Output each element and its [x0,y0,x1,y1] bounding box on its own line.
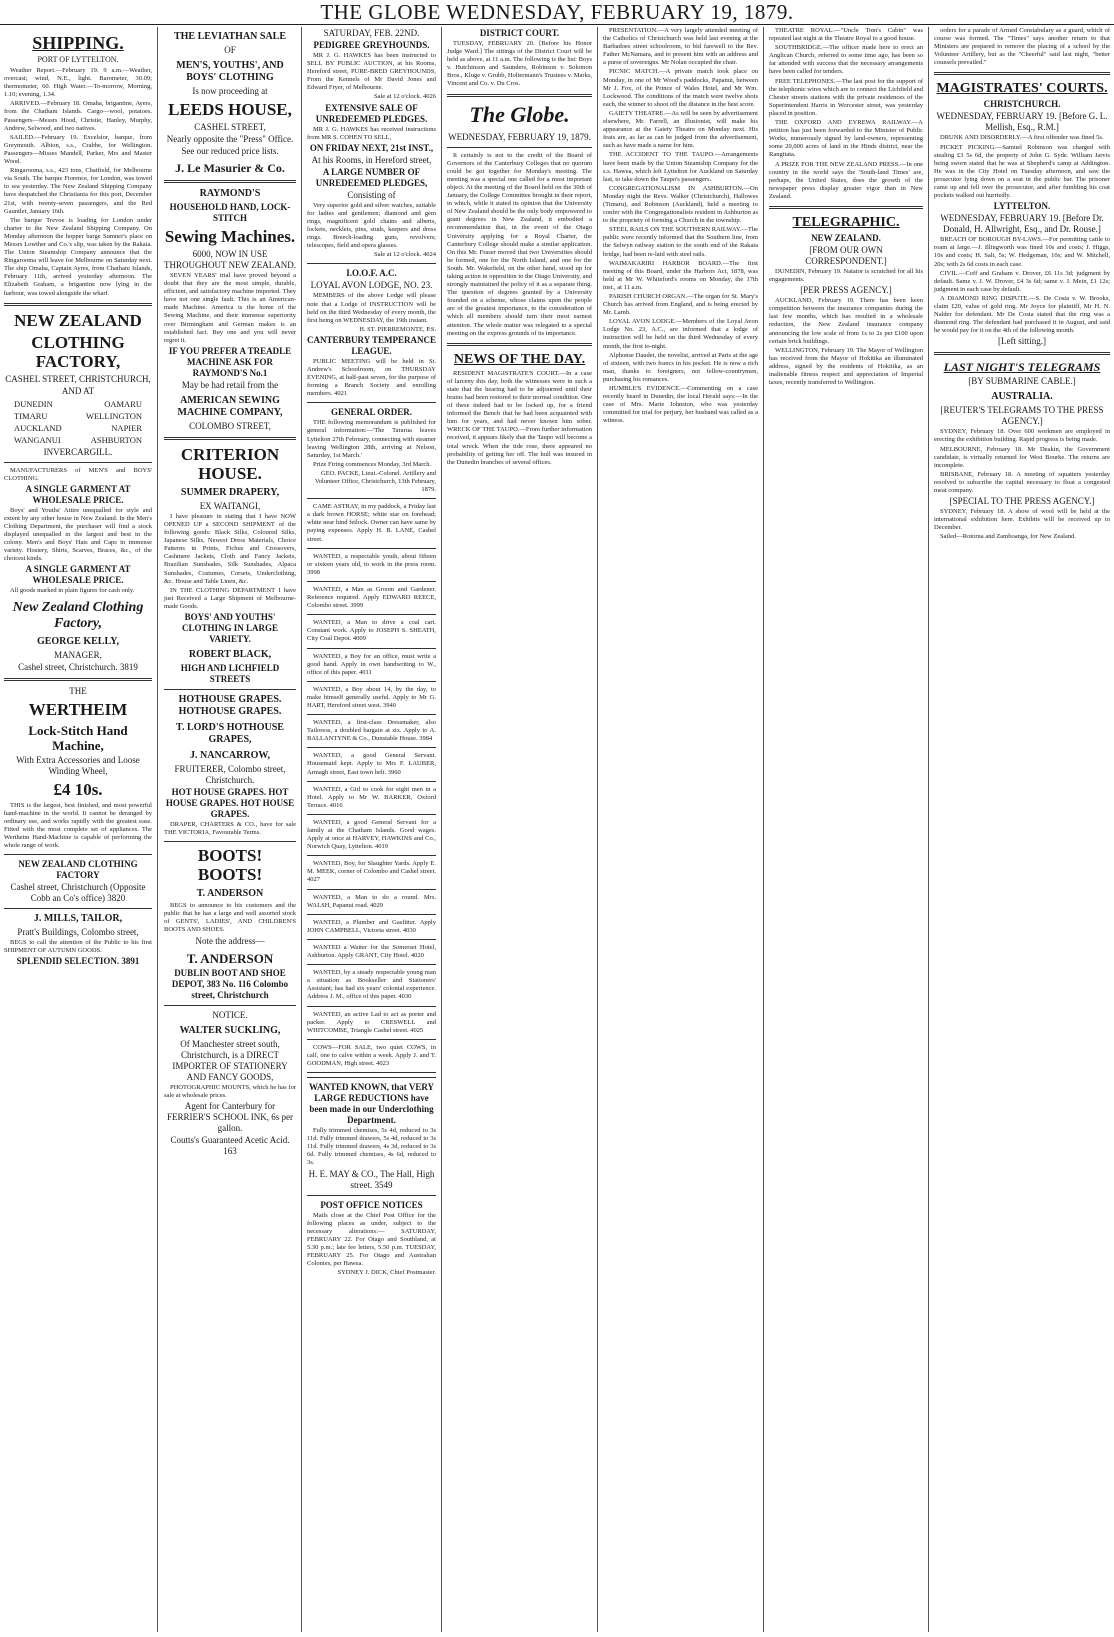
divider [307,1006,436,1007]
congregational-text: CONGREGATIONALISM IN ASHBURTON.—On Monday night the Revs. Walker (Christchurch), Hallowes (Timaru), and Robinson (Auckland), held a meeting to confer with the Congregationalists resident in Ashburton as to the propriety of forming a Church in the township. [603,184,758,225]
cashel-street: CASHEL STREET, [194,122,266,132]
divider [447,94,592,97]
divider [307,681,436,682]
criterion-house: CRITERION HOUSE. [180,444,280,483]
nz-heading: NEW ZEALAND. [811,232,881,243]
sydney-text: SYDNEY, February 18. Over 600 workmen are employed in erecting the exhibition building. Rapid progress is being made. [934,428,1110,444]
divider [4,462,152,463]
wellington-text: WELLINGTON, February 19. The Mayor of Wellington has received from the Mayor of Hokitika an illuminated address, signed by the residents of Hokitika, as an inalienable fitness respect and appreciation of Imperial taxes, recently transferred to Wellington. [769,346,923,387]
divider [164,841,296,842]
town: OAMARU [104,398,142,409]
leviathan-heading: THE LEVIATHAN SALE [173,31,287,42]
district-text: TUESDAY, FEBRUARY 20. [Before his Honor Judge Ward.] The sittings of the District Court will be held as above, at 11 a.m. The following is the list: Boys v. Hutchinson and Saunders, Robinson v. Solomon Bros., Kluge v. Grubb, Holtermann's Trustees v. Marks, Vincent and Co. v. Du Cros. [447,40,592,88]
avon-text: MEMBERS of the above Lodge will please note that a Lodge of INSTRUCTION will be held on the third Wednesday of every month, the first being on WEDNESDAY, the 19th instant. [307,292,436,324]
extensive-sale: EXTENSIVE SALE OF UNREDEEMED PLEDGES. [315,102,428,124]
lyttelton-heading: LYTTELTON. [993,201,1051,212]
column-5 [599,27,762,1632]
town-row [4,434,152,446]
town: AUCKLAND [14,422,62,433]
treadle-note: IF YOU PREFER A TREADLE MACHINE ASK FOR RAYMOND'S No.1 [168,345,292,378]
column-6 [765,27,927,1632]
melbourne-text: MELBOURNE, February 18. Mr Deakin, the Government candidate, is virtually returned for West Bourke. The returns are incomplete. [934,445,1110,469]
iof-heading: I.O.O.F. A.C. [346,268,397,279]
order-text: THE following memorandum is published for general information:—'The Tararua leaves Lyttelton 27th February, connecting with steamer leaving Wellington 28th, arriving at Nelson, Saturday, 1st March.' [307,419,436,459]
wanted-ad: WANTED, a Man to drive a coal cart. Constant work. Apply to JOSEPH S. SHEATH, City Coal Depot. 4009 [307,619,436,643]
sewing-machines: Sewing Machines. [164,227,296,246]
wertheim-price: £4 10s. [53,779,103,799]
divider [164,180,296,183]
invercargill: INVERCARGILL. [43,446,113,457]
divider [164,689,296,690]
town: WANGANUI [14,434,61,445]
last-night-heading: LAST NIGHT'S TELEGRAMS [943,360,1101,375]
nzcf-address: Cashel street, Christchurch (Opposite Cobb an Co's office) 3820 [10,882,146,904]
lyttelton-date: WEDNESDAY, FEBRUARY 19. [Before Dr. Donald, H. Allwright, Esq., and Dr. Rouse.] [940,213,1104,235]
arrived-text: ARRIVED.—February 18. Omaha, brigantine, Ayers, from the Chatham Islands. Cargo—wool, potatoes. Passengers—Messrs Hood, Christie, Hanley, Murphy, Andrew, Selwood, and two natives. [4,100,152,132]
nz-clothing-heading: NEW ZEALAND [14,310,142,330]
column-rule [157,27,158,1632]
nz-press-text: A PRIZE FOR THE NEW ZEALAND PRESS.—In one country in the world says the 'South-land Times' are, perhaps, the United States, does the growth of the newspaper press display greater vigor than in New Zealand. [769,160,923,200]
drapery-text: I have pleasure in stating that I have NOW OPENED UP a SECOND SHIPMENT of the following goods: Black Silks, Coloured Silks, Japanese Silks, Newest Dress Materials, Choice Patterns in Prints, Fichus and Crossovers, Cashmere Jackets, Cloth and Fancy Jackets, Brazilian Sunshades, Silk Sunshades, Alpaca Sunshades, Costumes, Corsets, Underclothing, &c. House and Table Linen, &c. [164,512,296,585]
manufacturers-text: MANUFACTURERS of MEN'S and BOYS' CLOTHING. [4,466,152,482]
wanted-ad: WANTED, by a steady respectable young man a situation as Bookseller and Stationers' Assistant; has had six years' colonial experience. Address J. M., office of this paper. 4030 [307,969,436,1001]
american-company: AMERICAN SEWING MACHINE COMPANY, [177,394,283,418]
suckling-name: WALTER SUCKLING, [179,1024,281,1036]
waimakariri-text: WAIMAKARIRI HARBOR BOARD.—The first meeting of this Board, under the Harbors Act, 1878, was held at Mr W. Whiteford's rooms on Monday, the 17th inst., at 11 a.m. [603,259,758,291]
sewing-text: SEVEN YEARS' trial have proved beyond a doubt that they are the most simple, durable, efficient, and satisfactory machine imported. They have not one single fault. This is an American-made Machine. America is the home of the Sewing Machine, and their immense superiority over Birmingham and German makes is an established fact. Buy one and you will never regret it. [164,272,296,344]
kelly-name: GEORGE KELLY, [36,635,120,647]
column-rule [928,27,929,1632]
raymonds-heading: RAYMOND'S [199,188,261,199]
anderson-name: T. ANDERSON [196,888,264,900]
wanted-ad: WANTED a Waiter for the Somerset Hotel, Ashburton. Apply GRANT, City Hotel. 4020 [307,943,436,960]
the-label: THE [69,685,87,696]
reductions-heading: WANTED KNOWN, that VERY LARGE REDUCTIONS have been made in our Underclothing Department. [308,1082,435,1126]
divider [307,1039,436,1040]
picnic-text: PICNIC MATCH.—A private match took place on Monday, in one of Mr Wood's paddocks, Papanui, between Mr J. Fox, of the Prince of Wales Hotel, and Mr Wm. Lockwood. The conditions of the match were twelve shots each, the winner to shoot off the distance in the best score. [603,68,758,108]
hot-house-grapes: HOT HOUSE GRAPES. HOT HOUSE GRAPES. HOT HOUSE GRAPES. [165,786,295,819]
packe-signature: GEO. PACKE, Lieut.-Colonel. Artillery and Volunteer Office, Christchurch, 13th February, 1879. [314,469,436,494]
temperance-heading: CANTERBURY TEMPERANCE LEAGUE. [307,334,436,356]
dublin-depot: DUBLIN BOOT AND SHOE DEPOT, 383 No. 116 Colombo street, Christchurch [171,967,289,1000]
column-rule [301,27,302,1632]
brisbane-text: BRISBANE, February 18. A meeting of squatters yesterday resolved to subscribe the capital necessary to float a congested meat company. [934,470,1110,494]
divider [307,402,436,403]
theatre-royal-text: THEATRE ROYAL.—"Uncle Tom's Cabin" was repeated last night at the Theatre Royal to a good house. [769,27,923,43]
reduced-price: See our reduced price lists. [181,146,279,156]
pedigree-heading: PEDIGREE GREYHOUNDS. [313,40,430,50]
column-4 [443,27,596,1632]
divider [307,714,436,715]
wanted-ad: WANTED, Boy, for Slaughter Yards. Apply E. M. MEEK, corner of Colombo and Cashel street. 4027 [307,860,436,884]
divider [307,1072,436,1073]
mills-address: Pratt's Buildings, Colombo street, [17,927,139,938]
divider [307,581,436,582]
divider [307,814,436,815]
dunedin-text: DUNEDIN, February 19. Natator is scratched for all his engagements. [769,267,923,284]
nz-clothing-factory: New Zealand Clothing Factory, [12,599,144,631]
wanted-list [307,553,436,1073]
wertheim-heading: WERTHEIM [28,699,128,719]
anderson-name-2: T. ANDERSON [186,950,274,966]
southbridge-text: SOUTHBRIDGE.—The officer made here to erect an Anglican Church, referred to some time ago, has been so far attended with success that the necessary arrangements have been called for tenders. [769,44,923,76]
theatre-text: GAIETY THEATRE.—As will be seen by advertisement elsewhere, Mr. Farrell, an illusionist, will make his appearance at the Gaiety Theatre on Monday next. His feats are, as far as can be judged from the advertisement, such as have made a name for him. [603,109,758,150]
pledge-text: Very superior gold and silver watches, suitable for ladies and gentlemen; diamond and gem rings, magnificent gold chains and alberts, lockets, necklets, pins, studs, keepers and dress rings. Breech-loading guns, revolvers; telescopes, field and opera glasses. [307,201,436,250]
mens-clothing: MEN'S, YOUTHS', AND BOYS' CLOTHING [176,60,284,83]
of-label: OF [224,45,236,55]
sale-time: Sale at 12 o'clock. 4026 [373,93,436,101]
photo-mounts: PHOTOGRAPHIC MOUNTS, which he has for sale at wholesale prices. [164,1083,296,1099]
organ-text: PARISH CHURCH ORGAN.—The organ for St. Mary's Church has arrived from England, and is being erected by Mr. Lamb. [603,293,758,317]
wanted-ad: COWS—FOR SALE, two quiet COWS, in calf, one to calve within a week. Apply J. and T. GOODMAN, High street. 4023 [307,1043,436,1067]
divider [307,548,436,549]
colombo-street: COLOMBO STREET, [189,420,271,431]
divider [307,747,436,748]
post-text: Mails close at the Chief Post Office for the following places as under, subject to the necessary alterations:— SATURDAY, FEBRUARY 22. For Otago and Southland, at 5.30 p.m.; late fee letters, 5.50 p.m. TUESDAY, FEBRUARY 25. For Otago and Australian Colonies, per Hawea. [307,1211,436,1268]
clothing-dept-text: IN THE CLOTHING DEPARTMENT I have just Received a Large Shipment of Melbourne-made Goods. [164,586,296,610]
single-garment: A SINGLE GARMENT AT WHOLESALE PRICE. [25,564,131,586]
masthead-title: THE GLOBE WEDNESDAY, FEBRUARY 19, 1879. [320,0,794,24]
astray-text: CAME ASTRAY, in my paddock, a Friday last a dark brown HORSE; white star on forehead; white near hind fetlock. Owner can have same by paying expenses. Apply H. B. LANE, Cashel street. [307,503,436,543]
divider [934,72,1110,75]
sailed-text: Sailed—Rotorua and Zamboanga, for New Zealand. [940,533,1076,541]
divider [307,855,436,856]
town: DUNEDIN [14,398,53,409]
divider [307,964,436,965]
court-date: WEDNESDAY, FEBRUARY 19. [Before G. L. Mellish, Esq., R.M.] [936,111,1108,133]
town: ASHBURTON [90,434,142,445]
sydney-text-2: SYDNEY, February 18. A show of wool will be held at the international exhibition here. Exhibits will be received up to December. [934,508,1110,532]
wanted-ad: WANTED, a good General Servant for a family at the Chatham Islands. Good wages. Apply at once at HARVEY, HAWKINS and Co., Norwich Quay, Lyttelton. 4019 [307,818,436,851]
leeds-house: LEEDS HOUSE, [168,100,292,119]
coutts-text: Coutts's Guaranteed Acetic Acid. 163 [170,1134,290,1156]
divider [164,437,296,440]
town: TIMARU [14,410,48,421]
clothing-address: CASHEL STREET, CHRISTCHURCH, [5,373,151,384]
christchurch-heading: CHRISTCHURCH. [983,99,1061,110]
suckling-sub: Of Manchester street south, Christchurch, is a DIRECT IMPORTER OF STATIONERY AND FANCY GOODS, [172,1038,288,1082]
wanted-ad: WANTED, a Man to do a round. Mrs. WALSH, Papanui road. 4029 [307,893,436,909]
news-heading: NEWS OF THE DAY. [453,351,586,367]
divider [447,343,592,346]
mills-heading: J. MILLS, TAILOR, [33,913,123,925]
column-rule [763,27,764,1632]
high-streets: HIGH AND LICHFIELD STREETS [180,662,280,684]
loyal-avon-text: LOYAL AVON LODGE.—Members of the Loyal Avon Lodge No. 23, A.C., are informed that a lodge of instruction will be held on the third Wednesday of every month, the first to-night. [603,318,758,350]
meeting-text: PUBLIC MEETING will be held in St. Andrew's Schoolroom, on THURSDAY EVENING, at half-past seven, for the purpose of forming a Branch Society and enrolling members. 4021 [307,357,436,398]
top-text: orders for a parade of Armed Constabulary as a guard, which of course was formed. The "Times" says another return to that Ministers are prepared to remove the placing of a school by the Volunteer Artillery, but as the "Cheerful" said last night, "better counsels prevailed." [934,27,1110,67]
robert-black: ROBERT BLACK, [188,648,272,660]
column-rule [597,27,598,1632]
wertheim-text: THIS is the largest, best finished, and most powerful hand-machine in the world. It cannot be deranged by ordinary use, and works rapidly with the greatest ease. Fitted with the most complete set of appliances. The Wertheim Hand-Machine is capable of performing the whole range of work. [4,801,152,850]
splendid-selection: SPLENDID SELECTION. 3891 [16,956,140,967]
globe-date: WEDNESDAY, FEBRUARY 19, 1879. [448,131,591,142]
divider [307,939,436,940]
may-company: H. E. MAY & CO., The Hall, High street. 3549 [308,1168,435,1190]
left-sitting: [Left sitting.] [998,336,1046,347]
plain-figures: All goods marked in plain figures for cash only. [10,587,135,595]
hawkes-text-2: MR J. G. HAWKES has received instructions from MR S. COHEN TO SELL, [307,125,436,141]
in-use: 6000, NOW IN USE THROUGHOUT NEW ZEALAND. [164,249,296,270]
manager-label: MANAGER, [54,649,102,660]
town-row [4,398,152,410]
column-7 [930,27,1114,1632]
lockstitch-heading: Lock-Stitch Hand Machine, [28,722,128,753]
masurier-name: J. Le Masurier & Co. [175,161,285,175]
auckland-text: AUCKLAND, February 19. There has been keen competition between the insurance companies during the last few months, which has resulted in a wholesale reduction, the New Zealand insurance company announcing the low scale of from 1s to 2s per £100 upon certain brick buildings. [769,297,923,345]
editorial-text: It certainly is not to the credit of the Board of Governors of the Canterbury Colleges that no quorum could be got together for Monday's meeting. The meeting was a special one called for a most important object. At the meeting of the Board held on the 30th of January, the College Committee brought in their report, in which, while it stated its opinion that the University of New Zealand should be the only body empowered to grant degrees in New Zealand, it embodied a recommendation that, in the event of the Otago University applying for a Royal Charter, the Canterbury College should make a similar application. On this Mr. Fraser moved that two Universities should be formed, one for the North Island, and one for the South. Mr. Wakefield, on the other hand, stood up for taking action in opposition to the Otago University, and strongly maintained the policy of it as a separate thing. The question of degrees granted by a University founded on a scheme, whose claims upon the people are of the greatest importance, to the consideration of which all members should turn their most earnest attention. The whole matter was relegated to a special meeting on the express grounds of its importance. [447,151,592,337]
divider [307,648,436,649]
agent-text: Agent for Canterbury for FERRIER'S SCHOOL INK, 6s per gallon. [166,1100,294,1133]
sailed-text: SAILED.—February 19. Excelsior, barque, from Greymouth. Albion, s.s., Crabbe, for Wellington. Passengers—Misses Mandell, Parker, Mrs and Master Wood. [4,133,152,166]
town-row [4,422,152,434]
divider [164,1005,296,1006]
prize-firing: Prize Firing commences Monday, 3rd March. [313,460,432,468]
divider [307,614,436,615]
nancarrow-sub: FRUITERER, Colombo street, Christchurch. [174,763,286,785]
steel-rails-text: STEEL RAILS ON THE SOUTHERN RAILWAY.—The public were recently informed that the Southern line, from the Selwyn railway station to the south end of the Rakaia bridge, had been re-laid with steel rails. [603,226,759,258]
column-2 [160,27,300,1632]
wanted-ad: WANTED, a Man as Groom and Gardener. Reference required. Apply EDWARD REECE, Colombo street. 3999 [307,585,436,610]
consisting-of: Consisting of [347,189,396,200]
column-3 [303,27,440,1632]
ex-waitangi: EX WAITANGI, [199,500,261,511]
divider [934,352,1110,355]
and-at: AND AT [61,385,95,396]
lords-grapes: T. LORD'S HOTHOUSE GRAPES, [176,721,284,745]
news-text: RESIDENT MAGISTRATE'S COURT.—In a case of larceny this day, both the witnesses were in such a state that the hearing had to be adjourned until their brains had been restored to their normal condition. One of these indeed had to be locked up, for a friend informed the Bench that he had been acquainted with him for years, and had never known him sober. WRECK OF THE TAUPO.—From further information received, it appears likely that the Taupo will become a total wreck. When the tide rose, there appeared no probability of getting her off. The hull was insured in the Dunedin branches of several offices. [447,369,592,466]
extra-accessories: With Extra Accessories and Loose Winding Wheel, [16,754,140,776]
shipping-news: The barque Trevoe is loading for London under charter to the New Zealand Shipping Company. On Monday afternoon the hopper barge Sumner's place on Messrs Lowther and Co.'s slip, was taken by the Rakaia. The Union Steamship Company announce that the Ringarooma will leave for Melbourne on Saturday next. The ship Omaha, Captain Ayres, from Chatham Islands, February 11th, arrived yesterday afternoon. The Elizabeth Graham, a brigantine now lying in the harbour, was towed alongside the wharf. [4,216,152,297]
notice-label: NOTICE. [212,1009,248,1020]
bylaws-text: BREACH OF BOROUGH BY-LAWS.—For permitting cattle to roam at large.—J. Illingworth was fined 10s and costs; J. Higgs, 10s and costs; H. Salt, 5s; W. Hedgeman, 10s; and W. Mitchell, 20s; with 2s 6d costs in each case. [934,236,1110,268]
friday-next: ON FRIDAY NEXT, 21st INST., [309,142,434,153]
wanted-ad: WANTED, a good General Servant. Housemaid kept. Apply to Mrs F. LAUBER, Armagh street, East town belt. 3960 [307,752,436,776]
now-proceeding: Is now proceeding at [192,86,268,96]
larceny-text: PICKET PICKING.—Samuel Robinson was charged with stealing £3 5s 6d, the property of John G. Syde. William Jarvis being sworn stated that he was at Shepherd's camp at Addington. He was in the City Hotel on Tuesday afternoon, and saw the prosecutor lying down on a seat in the public bar. The prisoner came up and fell over the prosecutor, and after fumbling his coat pockets walked out hurriedly. [934,143,1110,200]
port-heading: PORT OF LYTTELTON. [37,55,119,64]
press-agency: [PER PRESS AGENCY.] [800,285,892,296]
clothing-ad-text: Boys' and Youths' Attire unequalled for style and extent by any other house in New Zealand. In the Men's Clothing Department, the purchaser will find a stock displayed unequalled in the largest and best in the colony. Men's and Boys' Hats and Caps in immense variety. Hosiery, Shirts, Scarves, Braces, &c., of the choicest kinds. [4,506,152,563]
wanted-ad: WANTED, an active Lad to act as porter and packer. Apply to CRESWELL and WHITCOMBE, Triangle Cashel street. 4025 [307,1010,436,1034]
divider [4,854,152,855]
wanted-ad: WANTED, a Boy about 14, by the day, to make himself generally useful. Apply to Mr G. HART, Hereford street west. 3940 [307,685,436,709]
divider [307,1077,436,1078]
hawkes-text: MR J. G. HAWKES has been instructed to SELL BY PUBLIC AUCTION, at his Rooms, Hereford street, PURE-BRED GREYHOUNDS, From the Kennels of Mr David Jones and Edward Fryer, of Melbourne. [307,52,436,92]
clothing-factory-heading: CLOTHING FACTORY, [31,332,125,371]
column-rule [441,27,442,1632]
household-heading: HOUSEHOLD HAND, LOCK-STITCH [169,202,291,223]
cashel-address: Cashel street, Christchurch. 3819 [18,661,138,672]
mills-text: BEGS to call the attention of the Public to his first SHIPMENT OF AUTUMN GOODS. [4,939,152,955]
large-number: A LARGE NUMBER OF UNREDEEMED PLEDGES, [315,166,428,188]
post-office-heading: POST OFFICE NOTICES [320,1199,423,1210]
wanted-ad: WANTED, a Girl to cook for eight men in a Hotel. Apply to Mr W. BARKER, Oxford Terrace. 4016 [307,785,436,809]
general-order: GENERAL ORDER. [330,407,412,418]
masthead [0,0,1114,25]
pg-signature: H. ST. PIERREMONTE, P.S. [359,325,436,333]
globe-title: The Globe. [469,101,570,127]
town-row [4,410,152,422]
divider [4,678,152,681]
note-address: Note the address— [195,935,265,946]
may-be-had: May be had retail from the [181,379,279,390]
single-garment: A SINGLE GARMENT AT WHOLESALE PRICE. [25,483,131,505]
avon-lodge: LOYAL AVON LODGE, NO. 23. [310,280,433,291]
wanted-ad: WANTED, a respectable youth, about fifteen or sixteen years old, to work in the press room. 3998 [307,552,436,576]
summer-drapery: SUMMER DRAPERY, [180,486,280,498]
divider [307,263,436,264]
evidence-text: HUMBLE'S EVIDENCE.—Commenting on a case recently heard in Dunedin, the local Herald says:—In the case of Mrs. Marie Johnston, who was yesterday committed for trial for perjury, her husband was called as a witness. [603,385,758,425]
hothouse-grapes: HOTHOUSE GRAPES. HOTHOUSE GRAPES. [178,693,282,717]
draper-sale: DRAPER, CHARTERS & CO., have for sale THE VICTORIA, Favourable Terms. [164,820,296,837]
alphonse-text: Alphonse Daudet, the novelist, arrived at Paris at the age of sixteen, with two francs in his pocket. He is now a rich man, thanks to foreigners, not fellow-countrymen, purchasing his romances. [603,351,758,383]
weather-report: Weather Report.—February 19. 9 a.m.—Weather, overcast; wind, N.E., light. Barometer, 30.09; thermometer, 60. High Water.—To-morrow, Morning, 1.10; evening, 1.34. [4,67,152,99]
diamond-text: A DIAMOND RING DISPUTE.—S. De Costa v. W. Brooks, claim £20, value of gold ring. Mr Joyce for plaintiff, Mr H. N. Nalder for defendant. Mr De Costa stated that the ring was a diamond ring. The defendant had purchased it in August, and said he would pay for it on the 4th of the following month. [934,294,1110,335]
saturday-date: SATURDAY, FEB. 22ND. [323,28,420,38]
telephone-text: FREE TELEPHONES.—The last post for the support of the telephonic wires which are to connect the Lichfield and Chester streets stations with the private residences of the Superintendent Harris in Worcester street, was yesterday placed in position. [769,77,923,117]
hereford-rooms: At his Rooms, in Hereford street, [311,154,432,165]
wanted-ad: WANTED, a Plumber and Gasfitter. Apply JOHN CAMPBELL, Victoria street. 4030 [307,918,436,934]
town: NAPIER [111,422,142,433]
boots-heading: BOOTS! BOOTS! [197,846,263,885]
divider [307,914,436,915]
presentation-text: PRESENTATION.—A very largely attended meeting of the Catholics of Christchurch was held last evening at the Barbadoes street schoolroom, to bid farewell to the Rev. Father McNamara, and to present him with an address and a purse of sovereigns. Mr Nolan occupied the chair. [603,27,758,67]
divider [307,498,436,499]
boys-clothing: BOYS' AND YOUTHS' CLOTHING IN LARGE VARIETY. [181,611,279,644]
divider [307,1195,436,1196]
australia-heading: AUSTRALIA. [991,391,1053,403]
divider [307,781,436,782]
wanted-ad: WANTED, a Boy for an office, must write a good hand. Apply in own handwriting to W., office of this paper. 4011 [307,652,436,676]
civil-text: CIVIL.—Coff and Graham v. Drover, £6 11s 3d; judgment by default. Same v. J. W. Drover, £4 3s 6d; same v. J. Mein, £1 12s; judgment in each case by default. [934,269,1110,293]
sale-time-2: Sale at 12 o'clock. 4024 [373,251,436,259]
column-1 [0,27,156,1632]
divider [447,147,592,148]
shipping-heading: SHIPPING. [32,33,124,53]
dick-signature: SYDNEY J. DICK, Chief Postmaster. [337,1269,436,1277]
divider [4,908,152,909]
district-court: DISTRICT COURT. [479,28,560,38]
magistrates-heading: MAGISTRATES' COURTS. [936,81,1108,97]
divider [307,889,436,890]
taupo-text: THE ACCIDENT TO THE TAUPO.—Arrangements have been made by the Union Steamship Company for the s.s. Hawea, which left Lyttelton for Auckland on Saturday last, to take down the Taupo's passengers. [603,151,758,183]
reuter-label: [REUTER'S TELEGRAMS TO THE PRESS AGENCY.] [940,405,1104,427]
nearly-opposite: Nearly opposite the "Press" Office. [166,134,294,144]
own-correspondent: [FROM OUR OWN CORRESPONDENT.] [805,244,887,266]
expected-text: Ringarooma, s.s., 423 tons, Chatfield, for Melbourne via South. The barque Fiorence, for London, was towed to sea yesterday. The New Zealand Shipping Company have despatched the Christiania for this port, December 21st, with twenty-seven passengers, and the Red Gauntlet, January 16th. [4,167,152,215]
town: WELLINGTON [85,410,142,421]
prices-text: Fully trimmed chemises, 5s 4d, reduced to 3s 11d. Fully trimmed drawers, 5s 4d, reduced to 3s 11d. Fully trimmed drawers, 4s 3d, reduced to 3s 6d. Fully trimmed chemises, 4s 6d, reduced to 3s. [307,1127,436,1167]
nancarrow-name: J. NANCARROW, [190,749,270,761]
special-label: [SPECIAL TO THE PRESS AGENCY.] [949,496,1095,507]
drunk-text: DRUNK AND DISORDERLY.—A first offender was fined 5s. [940,134,1104,142]
oxford-railway-text: THE OXFORD AND EYREWA RAILWAY.—A petition has just been forwarded to the Minister of Public Works, numerously signed by land-owners, representing some 20,000 acres of land in the Hinds district, near the Rangitata. [769,119,923,159]
cable-label: [BY SUBMARINE CABLE.] [968,376,1076,387]
divider [4,303,152,306]
telegraphic-heading: TELEGRAPHIC. [792,214,900,230]
anderson-text: BEGS to announce to his customers and the public that he has a large and well assorted stock of GENTS', LADIES', AND CHILDREN'S BOOTS AND SHOES. [164,902,296,934]
nzcf-heading: NEW ZEALAND CLOTHING FACTORY [18,859,138,881]
divider [769,206,923,209]
wanted-ad: WANTED, a first-class Dressmaker, also Tailoress, a doubled bargain at six. Apply to A. BALLANTYNE & Co., Dunstable House. 3984 [307,719,436,743]
